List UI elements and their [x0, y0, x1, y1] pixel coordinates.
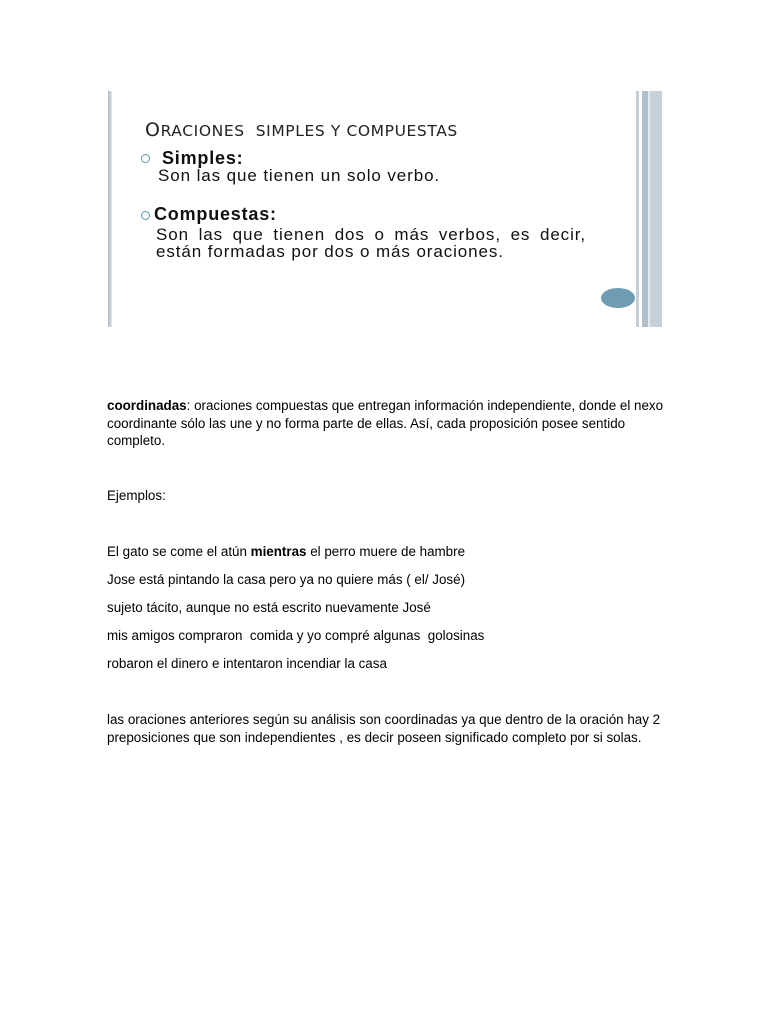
- conclusion-paragraph: las oraciones anteriores según su análisis son coordinadas ya que dentro de la oración hay 2 preposiciones que son independientes , es decir poseen significado completo por si solas.: [107, 712, 661, 745]
- slide-text-simples: Son las que tienen un solo verbo.: [158, 166, 441, 185]
- slide-image: [108, 91, 662, 327]
- example-4: mis amigos compraron comida y yo compré algunas golosinas: [107, 628, 485, 643]
- coordinadas-definition: [107, 397, 667, 450]
- example-3: sujeto tácito, aunque no está escrito nuevamente José: [107, 600, 431, 615]
- slide-heading-simples: Simples:: [162, 148, 244, 168]
- example-1: El gato se come el atún mientras el perro muere de hambre: [107, 544, 466, 559]
- example-5: robaron el dinero e intentaron incendiar la casa: [107, 656, 387, 671]
- example-2: Jose está pintando la casa pero ya no quiere más ( el/ José): [107, 572, 466, 587]
- coordinadas-text: : oraciones compuestas que entregan información independiente, donde el nexo coordinante sólo las une y no forma parte de ellas. Así, cada proposición posee sentido completo.: [107, 398, 664, 448]
- slide-heading-compuestas: Compuestas:: [154, 204, 277, 224]
- coordinadas-term: coordinadas: [107, 398, 187, 413]
- bullet-icon: [141, 154, 150, 163]
- slide-decoration-oval: [601, 288, 635, 308]
- slide-right-border: [636, 91, 662, 327]
- bullet-icon: [141, 211, 150, 220]
- slide-title: ORACIONES SIMPLES Y COMPUESTAS: [145, 119, 458, 141]
- slide-text-compuestas: Son las que tienen dos o más verbos, es decir, están formadas por dos o más oraciones.: [156, 225, 586, 261]
- ejemplos-label: Ejemplos:: [107, 488, 166, 503]
- slide-left-border: [108, 91, 112, 327]
